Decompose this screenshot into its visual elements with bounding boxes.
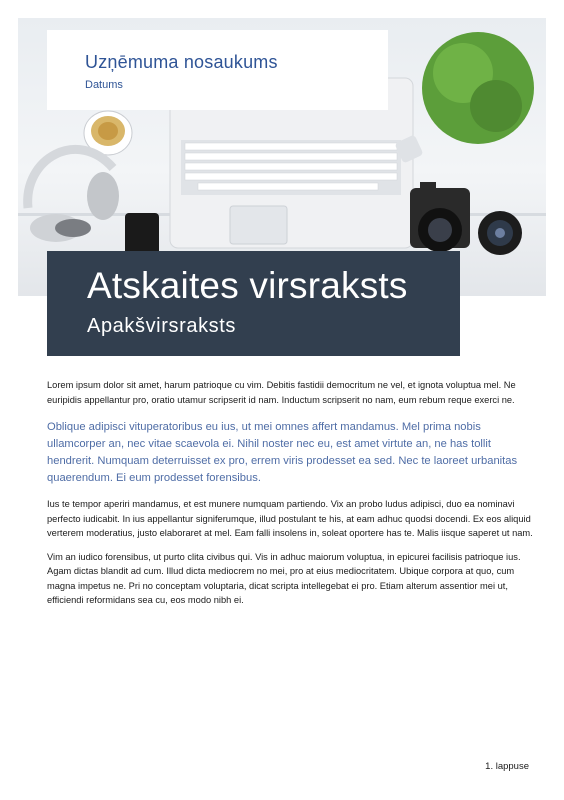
page-number: 1. lappuse <box>485 761 529 772</box>
date: Datums <box>85 79 123 91</box>
body-text <box>47 378 533 617</box>
company-name: Uzņēmuma nosaukums <box>85 52 278 72</box>
report-subtitle: Apakšvirsraksts <box>87 315 237 337</box>
company-header-box <box>47 30 388 110</box>
paragraph: Ius te tempor aperiri mandamus, et est munere numquam partiendo. Vix an probo ludus adipisci, duo ea nominavi perfecto iudicabit. In ius appellantur signiferumque, illud postulant te his, at eam adhuc quodsi docendi. Ex eos aliquid verterem moderatius, justo elaboraret at mel. Eam falli insolens in, soleat oportere has te. Malis iisque saperet ut nam. <box>47 499 533 538</box>
plant-icon <box>422 32 534 144</box>
paragraph: Lorem ipsum dolor sit amet, harum patrioque cu vim. Debitis fastidii democritum ne vel, et ignota voluptua mel. Ne euripidis appellantur pro, oratio utamur scripserit id nam. Inductum scripserit no nam, eum rebum reque exerci ne. <box>47 380 516 405</box>
headphones-icon <box>28 149 119 242</box>
camera-icon <box>410 182 470 252</box>
title-box <box>47 251 460 356</box>
paragraph: Vim an iudico forensibus, ut purto clita civibus qui. Vis in adhuc maiorum voluptua, in epicurei facilisis patrioque ius. Agam dictas blandit ad cum. Illud dicta mediocrem no mei, pro at eius mediocritatem. Ubique corpora at quo, cum magna impetus ne. Pri no conceptam voluptaria, dicat scripta intellegebat ei pro. Etiam alterum assentior mei ut, efficiendi reformidans sea cu, eos modo nibh ei. <box>47 551 521 605</box>
report-title: Atskaites virsraksts <box>87 265 408 306</box>
lens-icon <box>478 211 522 255</box>
quote-paragraph: Oblique adipisci vituperatoribus eu ius, ut mei omnes affert mandamus. Mel prima nobis ullamcorper an, nec vitae scaevola ei. Nihil noster nec eu, est amet virtute an, ne has tollit hendrerit. Numquam deterruisset ex pro, errem viris prodesset ea sed. Nec te laoreet urbanitas quaerendum. Ei eum prodesset forensibus. <box>47 421 518 484</box>
